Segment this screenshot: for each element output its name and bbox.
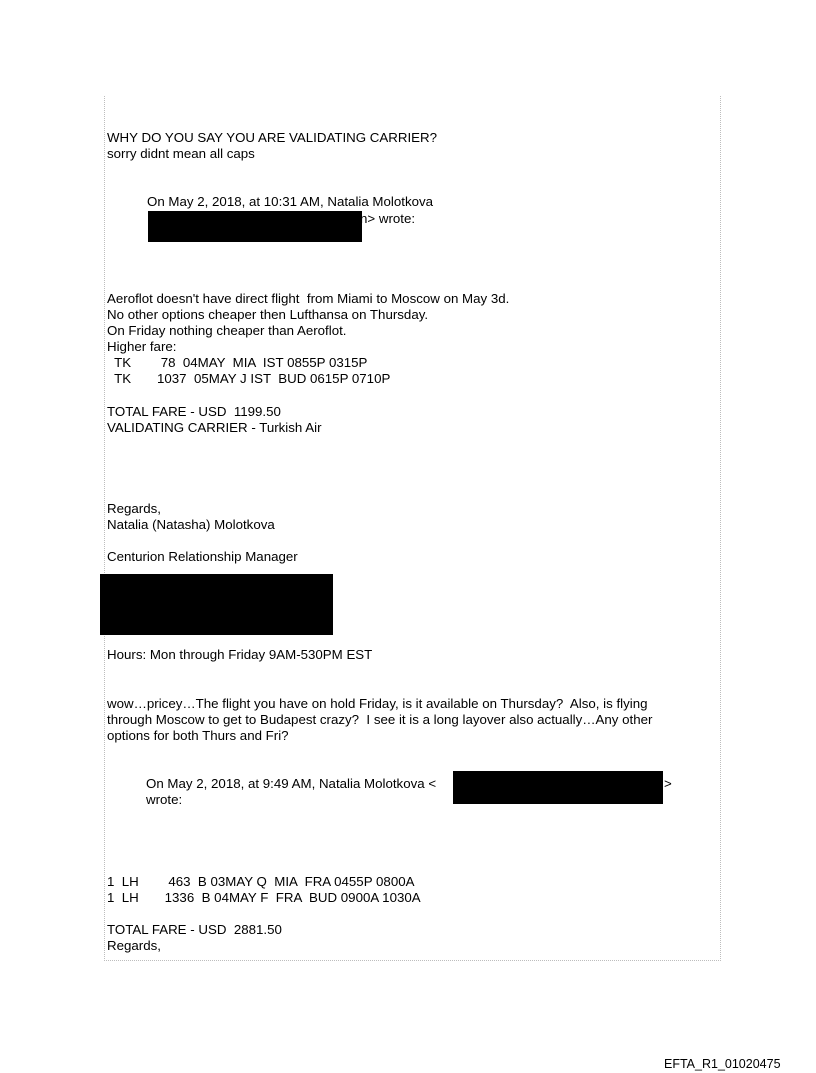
flight-line: 1 LH 1336 B 04MAY F FRA BUD 0900A 1030A bbox=[107, 890, 421, 905]
flight-line: TK 78 04MAY MIA IST 0855P 0315P bbox=[107, 355, 368, 370]
reply1-line2: sorry didnt mean all caps bbox=[107, 146, 255, 161]
sig-regards: Regards, bbox=[107, 501, 161, 516]
flight-line: TK 1037 05MAY J IST BUD 0615P 0710P bbox=[107, 371, 391, 386]
quote2-header: On May 2, 2018, at 9:49 AM, Natalia Molotkova < bbox=[146, 776, 437, 791]
sig-title: Centurion Relationship Manager bbox=[107, 549, 298, 564]
quote2-close: > bbox=[664, 776, 672, 791]
flight-line: 1 LH 463 B 03MAY Q MIA FRA 0455P 0800A bbox=[107, 874, 415, 889]
body1-line4: Higher fare: bbox=[107, 339, 177, 354]
reply1-line1: WHY DO YOU SAY YOU ARE VALIDATING CARRIER? bbox=[107, 130, 438, 145]
body1-line1: Aeroflot doesn't have direct flight from Miami to Moscow on May 3d. bbox=[107, 291, 510, 306]
document-id: EFTA_R1_01020475 bbox=[664, 1057, 781, 1071]
body1-line3: On Friday nothing cheaper than Aeroflot. bbox=[107, 323, 347, 338]
body2-regards: Regards, bbox=[107, 938, 161, 953]
quote2-wrote: wrote: bbox=[146, 792, 183, 807]
validating-carrier: VALIDATING CARRIER - Turkish Air bbox=[107, 420, 322, 435]
redaction-block bbox=[100, 574, 333, 635]
reply2-line2: through Moscow to get to Budapest crazy? I see it is a long layover also actually…Any other bbox=[107, 712, 653, 727]
sig-name: Natalia (Natasha) Molotkova bbox=[107, 517, 275, 532]
reply2-line1: wow…pricey…The flight you have on hold Friday, is it available on Thursday? Also, is flying bbox=[107, 696, 648, 711]
total-fare: TOTAL FARE - USD 1199.50 bbox=[107, 404, 281, 419]
redaction-block bbox=[453, 771, 663, 804]
sig-hours: Hours: Mon through Friday 9AM-530PM EST bbox=[107, 647, 373, 662]
reply2-line3: options for both Thurs and Fri? bbox=[107, 728, 289, 743]
total-fare: TOTAL FARE - USD 2881.50 bbox=[107, 922, 282, 937]
body1-line2: No other options cheaper then Lufthansa on Thursday. bbox=[107, 307, 429, 322]
redaction-block bbox=[148, 211, 362, 242]
quote1-header: On May 2, 2018, at 10:31 AM, Natalia Molotkova bbox=[147, 194, 434, 209]
quote1-wrote: n> wrote: bbox=[360, 211, 416, 226]
